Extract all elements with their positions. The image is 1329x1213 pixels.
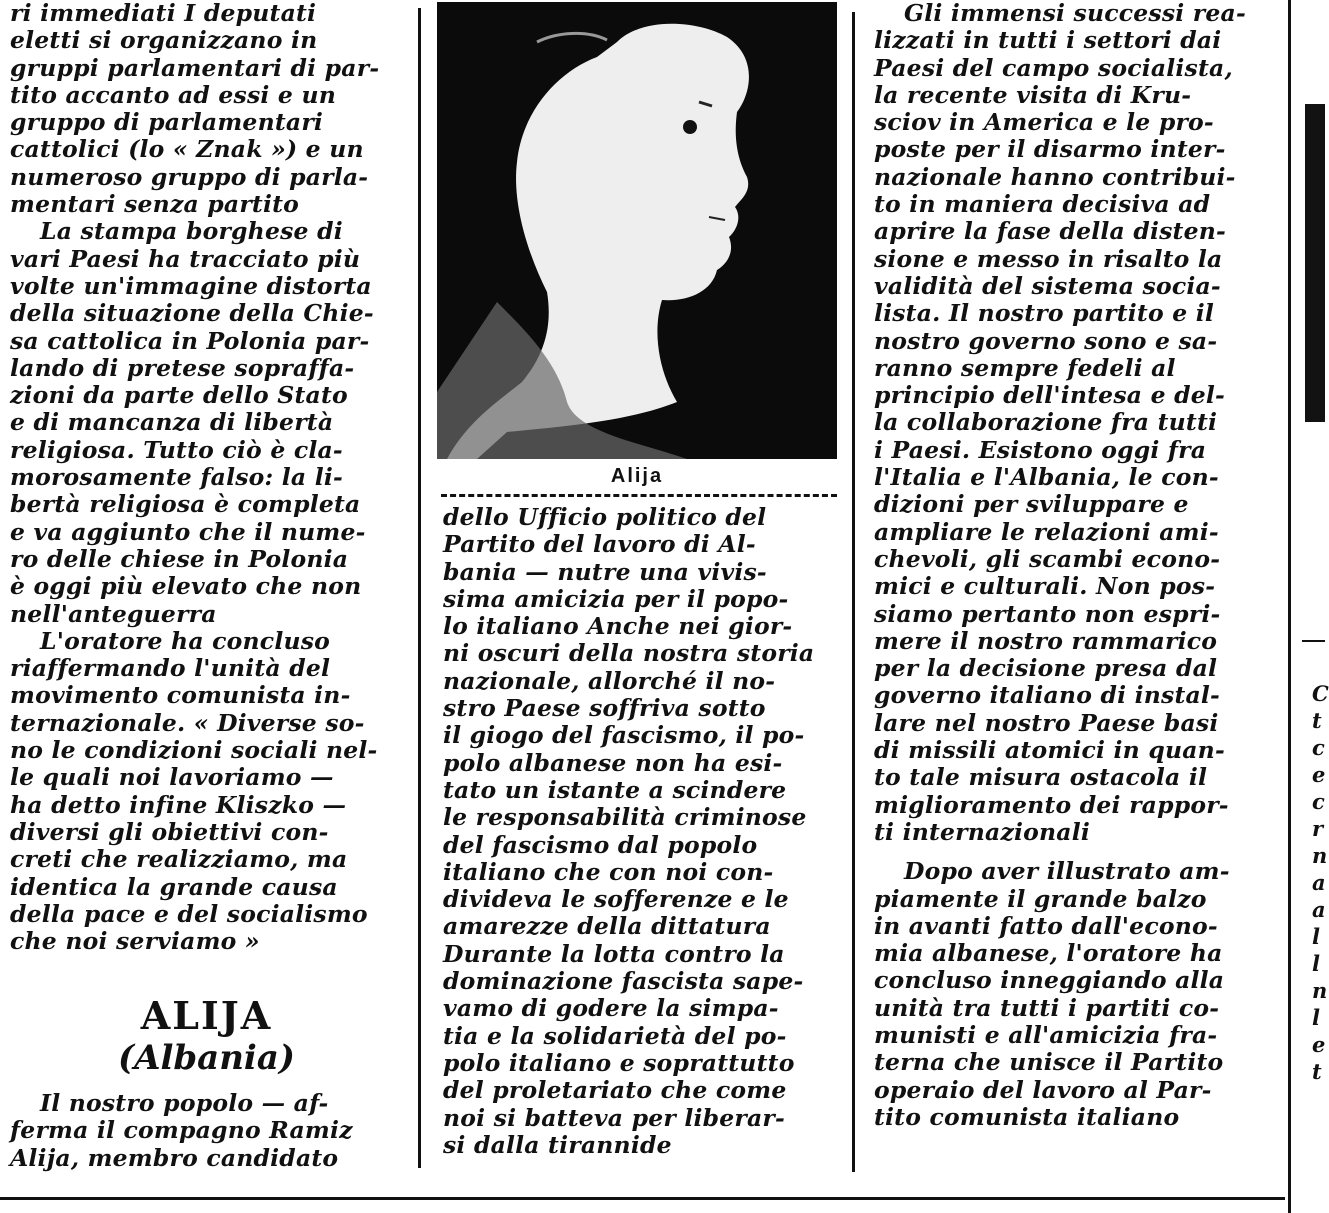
bottom-rule <box>0 1197 1285 1200</box>
paragraph: Il nostro popolo — af- ferma il compagno Ramiz Alija, membro candidato <box>10 1089 353 1172</box>
portrait-photo <box>437 2 837 459</box>
article-column-left-continued <box>10 1090 403 1172</box>
section-heading-country: (Albania) <box>118 1038 295 1078</box>
portrait-silhouette-icon <box>437 2 837 459</box>
paragraph: La stampa borghese di vari Paesi ha tracciato più volte un'immagine distorta della situazione della Chie- sa cattolica in Polonia par- lando di pretese sopraffa- zioni da parte dello Stato e di mancanza di libertà religiosa. Tutto ciò è cla- morosamente falso: la li- bertà religiosa è completa e va aggiunto che il nume- ro delle chiese in Polonia è oggi più elevato che non nell'anteguerra <box>10 217 374 628</box>
article-column-middle <box>443 504 835 1159</box>
article-column-right <box>874 0 1266 1131</box>
paragraph: ri immediati I deputati eletti si organizzano in gruppi parlamentari di par- tito accanto ad essi e un gruppo di parlamentari cattolici (lo « Znak ») e un numeroso gruppo di parla- mentari senza partito <box>10 0 380 219</box>
column-rule-right <box>1288 0 1291 1213</box>
paragraph: dello Ufficio politico del Partito del lavoro di Al- bania — nutre una vivis- sima amicizia per il popo- lo italiano Anche nei gior- ni oscuri della nostra storia nazionale, allorché il no- stro Paese soffriva sotto il giogo del fascismo, il po- polo albanese non ha esi- tato un istante a scindere le responsabilità criminose del fascismo dal popolo italiano che con noi con- divideva le sofferenze e le amarezze della dittatura Durante la lotta contro la dominazione fascista sape- vamo di godere la simpa- tia e la solidarietà del po- polo italiano e soprattutto del proletariato che come noi si batteva per liberar- si dalla tirannide <box>443 503 815 1159</box>
article-column-left <box>10 0 403 955</box>
paragraph: Dopo aver illustrato am- piamente il grande balzo in avanti fatto dall'econo- mia albanese, l'oratore ha concluso inneggiando alla unità tra tutti i partiti co- munisti e all'amicizia fra- terna che unisce il Partito operaio del lavoro al Par- tito comunista italiano <box>874 857 1230 1131</box>
section-heading-name: ALIJA <box>140 993 273 1038</box>
photo-caption: Alija <box>610 465 664 487</box>
caption-rule <box>441 494 837 497</box>
paragraph: L'oratore ha concluso riaffermando l'unità del movimento comunista in- ternazionale. « Diverse so- no le condizioni sociali nel- le quali noi lavoriamo — ha detto infine Kliszko — diversi gli obiettivi con- creti che realizziamo, ma identica la grande causa della pace e del socialismo che noi serviamo » <box>10 626 378 956</box>
column-rule-middle <box>852 12 855 1172</box>
adjacent-column-text-fragment: C t c e c r n a a l l n l e t <box>1312 681 1329 1084</box>
column-rule-left <box>418 8 421 1168</box>
adjacent-column-rule <box>1302 640 1325 642</box>
adjacent-column-image-fragment <box>1305 104 1325 422</box>
paragraph: Gli immensi successi rea- lizzati in tutti i settori dai Paesi del campo socialista, la recente visita di Kru- sciov in America e le pro- poste per il disarmo inter- nazionale hanno contribui- to in maniera decisiva ad aprire la fase della disten- sione e messo in risalto la validità del sistema socia- lista. Il nostro partito e il nostro governo sono e sa- ranno sempre fedeli al principio dell'intesa e del- la collaborazione fra tutti i Paesi. Esistono oggi fra l'Italia e l'Albania, le con- dizioni per sviluppare e ampliare le relazioni ami- chevoli, gli scambi econo- mici e culturali. Non pos- siamo pertanto non espri- mere il nostro rammarico per la decisione presa dal governo italiano di instal- lare nel nostro Paese basi di missili atomici in quan- to tale misura ostacola il miglioramento dei rappor- ti internazionali <box>874 0 1246 846</box>
